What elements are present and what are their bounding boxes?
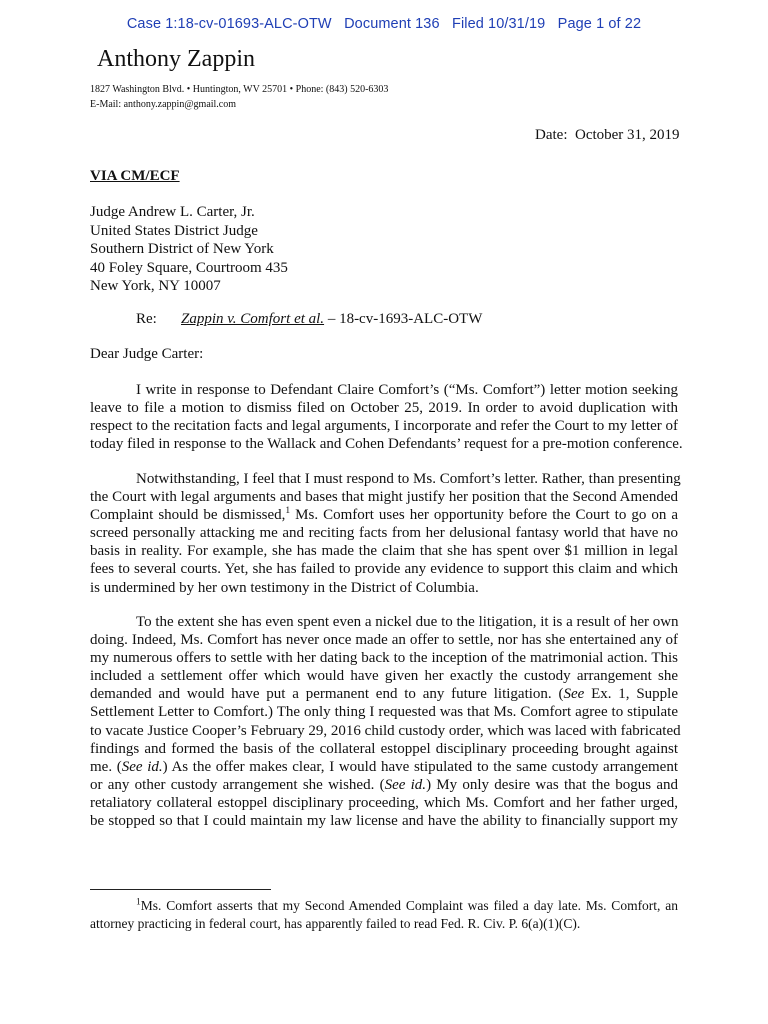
paragraph-line: respect to the recitation facts and legal arguments, I incorporate and refer the Court to my letter of: [90, 418, 678, 435]
footnote: [90, 897, 678, 933]
paragraph-line: leave to file a motion to dismiss filed on October 25, 2019. In order to avoid duplication with: [90, 400, 678, 417]
text-segment: Ms. Comfort asserts that my Second Amended Complaint was filed a day late. Ms. Comfort, an: [140, 898, 678, 913]
addressee-line: Southern District of New York: [90, 241, 274, 257]
text-segment: or any other custody arrangement she wished. (: [90, 776, 385, 793]
text-segment: Ex. 1, Supple: [584, 686, 678, 703]
addressee-line: United States District Judge: [90, 222, 258, 239]
body-paragraph-1: [90, 381, 683, 453]
re-label: Re:: [136, 311, 157, 327]
re-case-number: – 18-cv-1693-ALC-OTW: [324, 311, 483, 327]
re-subject: [181, 311, 482, 328]
paragraph-line: retaliatory collateral estoppel disciplinary proceeding, which Ms. Comfort and her father urged,: [90, 794, 678, 811]
body-paragraph-2: [90, 470, 681, 597]
letterhead-address: 1827 Washington Blvd. • Huntington, WV 25701 • Phone: (843) 520-6303: [90, 84, 389, 95]
citation-signal: See id.: [384, 776, 427, 793]
paragraph-line: [90, 506, 678, 524]
paragraph-line: screed personally attacking me and reciting facts from her delusional fantasy world that have no: [90, 525, 678, 542]
addressee-line: New York, NY 10007: [90, 278, 221, 294]
text-segment: demanded and would have put a permanent end to any future litigation. (: [90, 686, 564, 703]
paragraph-line: is undermined by her own testimony in the District of Columbia.: [90, 579, 479, 596]
text-segment: Complaint should be dismissed,: [90, 507, 286, 524]
paragraph-line: included a settlement offer which would have given her exactly the custody arrangement she: [90, 668, 678, 685]
footnote-number: 1: [136, 897, 141, 908]
delivery-method: VIA CM/ECF: [90, 168, 180, 184]
body-paragraph-3: [90, 613, 681, 830]
paragraph-line: the Court with legal arguments and bases that might justify her position that the Second Amended: [90, 489, 678, 506]
paragraph-line: [90, 758, 678, 776]
paragraph-line: I write in response to Defendant Claire Comfort’s (“Ms. Comfort”) letter motion seeking: [136, 382, 678, 398]
paragraph-line: findings and formed the basis of the collateral estoppel disciplinary proceeding brought against: [90, 740, 678, 757]
paragraph-line: [90, 685, 678, 703]
text-segment: me. (: [90, 758, 122, 775]
paragraph-line: To the extent she has even spent even a nickel due to the litigation, it is a result of her own: [136, 614, 679, 630]
footnote-line: attorney practicing in federal court, has apparently failed to read Fed. R. Civ. P. 6(a)(1)(C).: [90, 916, 581, 931]
text-segment: Ms. Comfort uses her opportunity before the Court to go on a: [290, 507, 678, 524]
addressee-block: [90, 203, 288, 296]
letterhead-email: E-Mail: anthony.zappin@gmail.com: [90, 99, 237, 110]
paragraph-line: doing. Indeed, Ms. Comfort has never once made an offer to settle, nor has she entertained any of: [90, 632, 678, 649]
citation-signal: See id.: [121, 758, 163, 775]
footnote-line: [90, 897, 678, 915]
text-segment: ) As the offer makes clear, I would have stipulated to the same custody arrangement: [162, 758, 678, 775]
paragraph-line: [90, 776, 678, 794]
text-segment: ) My only desire was that the bogus and: [426, 776, 679, 793]
paragraph-line: basis in reality. For example, she has made the claim that she has spent over $1 million in legal: [90, 543, 678, 560]
addressee-line: 40 Foley Square, Courtroom 435: [90, 259, 288, 276]
footnote-reference[interactable]: 1: [285, 506, 291, 517]
case-header-stamp: Case 1:18-cv-01693-ALC-OTW Document 136 Filed 10/31/19 Page 1 of 22: [126, 16, 642, 32]
citation-signal: See: [563, 686, 585, 703]
paragraph-line: to vacate Justice Cooper’s February 29, 2016 child custody order, which was laced with fabricated: [90, 722, 681, 739]
addressee-line: Judge Andrew L. Carter, Jr.: [90, 204, 255, 220]
letter-date: Date: October 31, 2019: [535, 127, 680, 143]
re-case-name: Zappin v. Comfort et al.: [181, 311, 325, 327]
paragraph-line: Notwithstanding, I feel that I must respond to Ms. Comfort’s letter. Rather, than presenting: [136, 471, 681, 487]
paragraph-line: fees to several courts. Yet, she has failed to provide any evidence to support this claim and which: [90, 561, 678, 578]
letterhead-name: Anthony Zappin: [97, 46, 255, 72]
paragraph-line: my numerous offers to settle with her dating back to the inception of the matrimonial action. This: [90, 650, 678, 667]
paragraph-line: Settlement Letter to Comfort.) The only thing I requested was that Ms. Comfort agree to stipulate: [90, 704, 678, 721]
paragraph-line: today filed in response to the Wallack and Cohen Defendants’ request for a pre-motion conference.: [90, 436, 683, 453]
salutation: Dear Judge Carter:: [90, 346, 204, 362]
paragraph-line: be stopped so that I could maintain my law license and have the ability to financially support my: [90, 813, 678, 830]
footnote-divider: [90, 889, 271, 890]
